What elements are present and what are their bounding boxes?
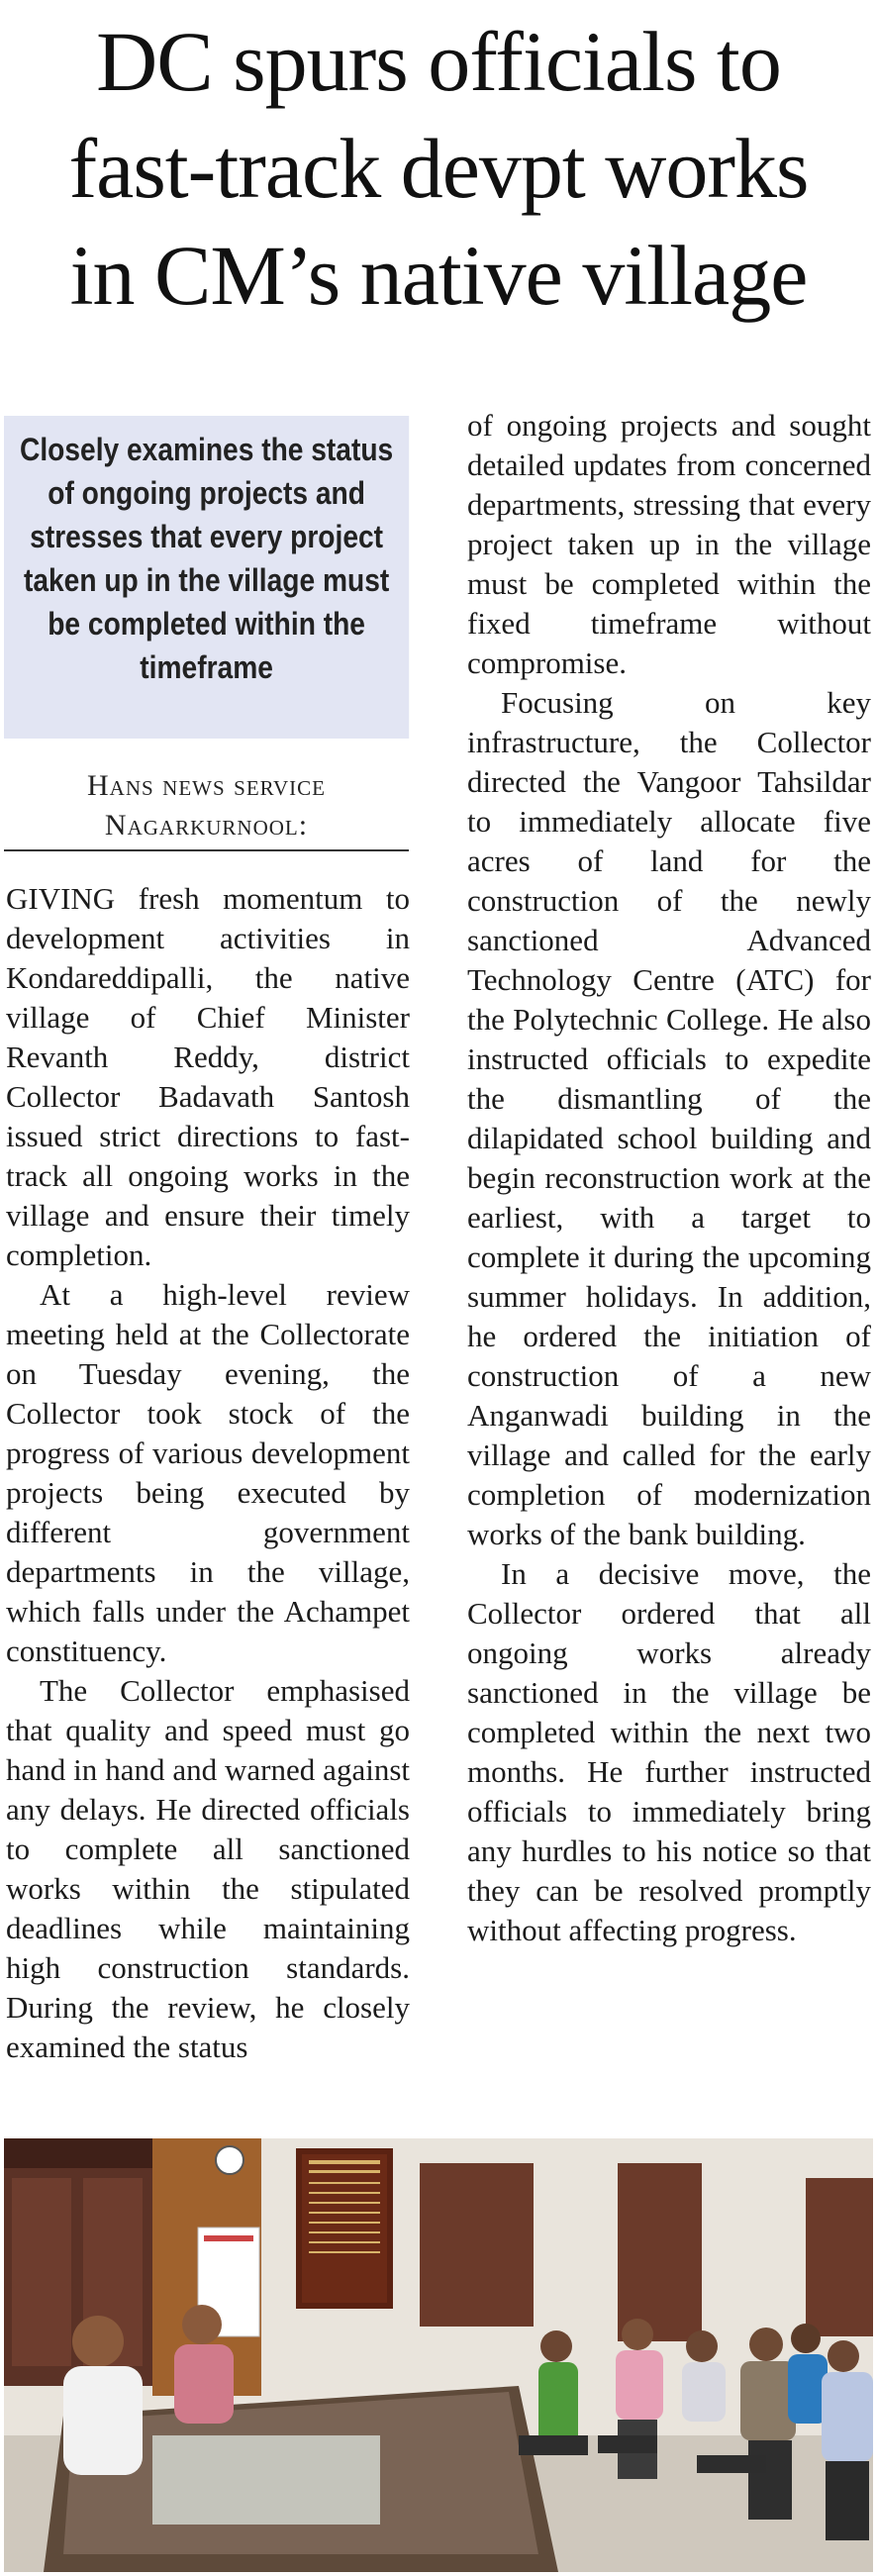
- headline-line-2: fast-track devpt works: [68, 121, 809, 216]
- article-paragraph: In a decisive move, the Collector ordered that all ongoing works already sanctioned in the village be completed within the next two months. He further instructed officials to immediately bring any hurdles to his notice so that they can be resolved promptly without affecting progress.: [467, 1556, 871, 1947]
- article-column-2: [467, 406, 871, 1950]
- article-paragraph: GIVING fresh momentum to development activities in Kondareddipalli, the native village of Chief Minister Revanth Reddy, district Collector Badavath Santosh issued strict directions to fast-track all ongoing works in the village and ensure their timely completion.: [6, 881, 410, 1272]
- headline-line-1: DC spurs officials to: [96, 14, 781, 109]
- article-paragraph: of ongoing projects and sought detailed updates from concerned departments, stressing that every project taken up in the village must be completed within the fixed timeframe without compromise.: [467, 408, 871, 680]
- byline-divider: [4, 849, 409, 851]
- byline-dateline: Nagarkurnool:: [104, 809, 309, 842]
- article-paragraph: The Collector emphasised that quality and speed must go hand in hand and warned against any delays. He directed officials to complete all sanctioned works within the stipulated deadlines while maintaining high construction standards. During the review, he closely examined the status: [6, 1673, 410, 2064]
- byline: [4, 766, 409, 845]
- article-paragraph: Focusing on key infrastructure, the Collector directed the Vangoor Tahsildar to immediately allocate five acres of land for the construction of the newly sanctioned Advanced Technology Centre (ATC) for the Polytechnic College. He also instructed officials to expedite the dismantling of the dilapidated school building and begin reconstruction work at the earliest, with a target to complete it during the upcoming summer holidays. In addition, he ordered the initiation of construction of a new Anganwadi building in the village and called for the early completion of modernization works of the bank building.: [467, 685, 871, 1551]
- article-column-1: [6, 879, 410, 2067]
- headline: [0, 8, 877, 329]
- meeting-photo: [4, 2138, 873, 2572]
- pull-quote: Closely examines the status of ongoing projects and stresses that every project taken up in the village must be completed within the timeframe: [4, 416, 409, 739]
- article-paragraph: At a high-level review meeting held at the Collectorate on Tuesday evening, the Collector took stock of the progress of various development projects being executed by different government departments in the village, which falls under the Achampet constituency.: [6, 1277, 410, 1668]
- byline-agency: Hans news service: [87, 769, 326, 802]
- headline-line-3: in CM’s native village: [69, 228, 808, 323]
